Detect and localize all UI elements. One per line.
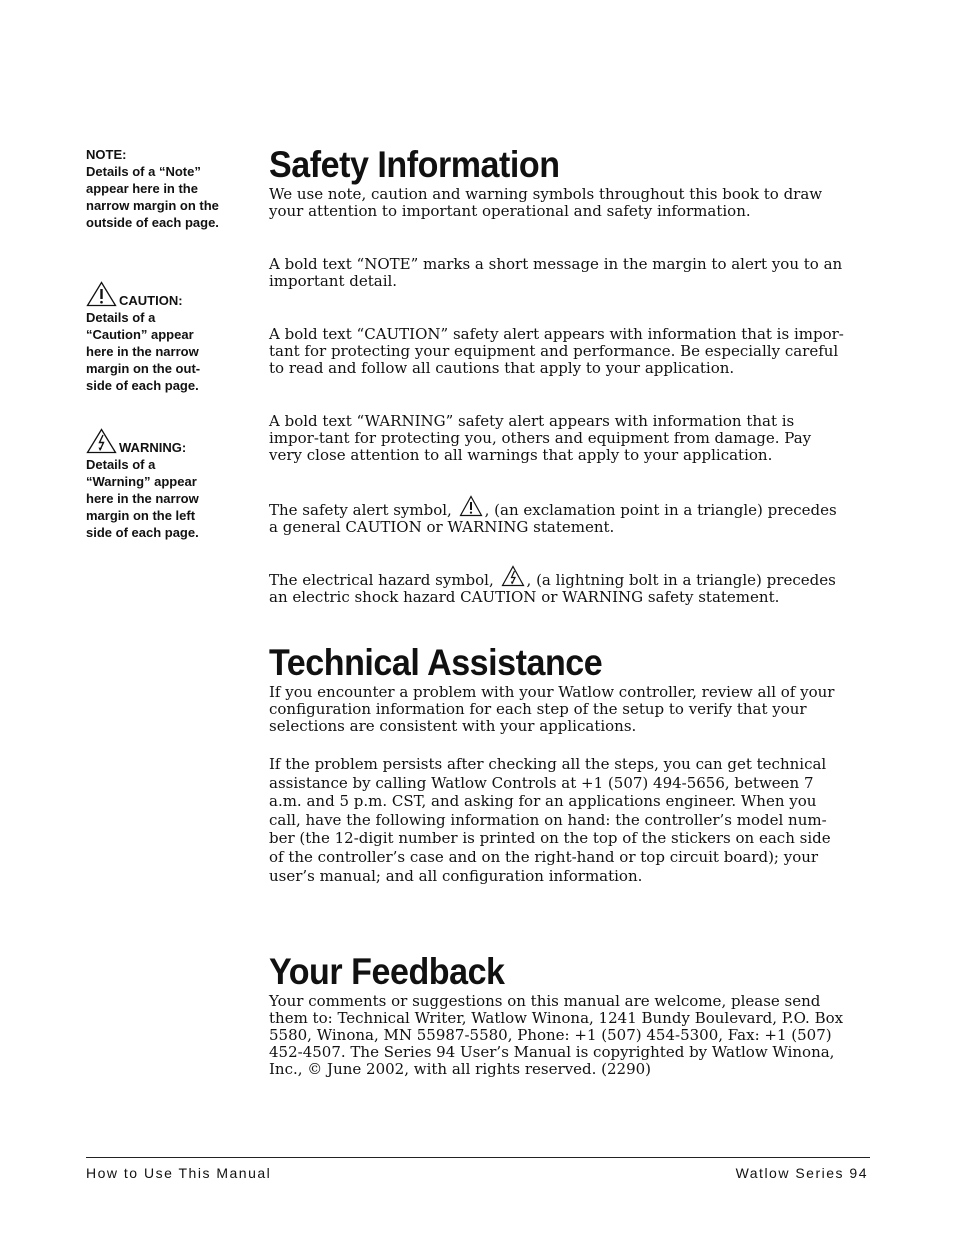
lightning-triangle-icon <box>501 565 525 587</box>
footer-left: How to Use This Manual <box>86 1165 272 1181</box>
technical-paragraph-2: If the problem persists after checking all the steps, you can get technical assistance by calling Watlow Controls at +1 (507) 494-5656, between 7 a.m. and 5 p.m. CST, and asking for an applications engineer. When you call, have the following information on hand: the controller’s model num-ber (the 12-digit number is printed on the top of the stickers on each side of the controller’s case and on the right-hand or top circuit board); your user’s manual; and all configuration information. <box>269 755 831 885</box>
technical-heading: Technical Assistance <box>269 642 603 683</box>
caution-label: CAUTION: <box>119 293 183 308</box>
electrical-symbol-text-after: , (a lightning bolt in a triangle) precedes an electric shock hazard CAUTION or WARNING safety statement. <box>269 571 836 606</box>
safety-heading: Safety Information <box>269 144 560 185</box>
caution-text: Details of a “Caution” appear here in the narrow margin on the out-side of each page. <box>86 310 201 393</box>
safety-symbol-text-before: The safety alert symbol, <box>269 501 452 519</box>
warning-text: Details of a “Warning” appear here in the narrow margin on the left side of each page. <box>86 457 199 540</box>
safety-paragraph-2: A bold text “NOTE” marks a short message in the margin to alert you to an important detail. <box>269 255 843 290</box>
margin-warning <box>86 428 220 541</box>
footer-right: Watlow Series 94 <box>735 1165 868 1181</box>
safety-paragraph-1: We use note, caution and warning symbols throughout this book to draw your attention to important operational and safety information. <box>269 185 823 220</box>
safety-paragraph-3: A bold text “CAUTION” safety alert appears with information that is impor-tant for protecting your equipment and performance. Be especially careful to read and follow all cautions that apply to your application. <box>269 325 844 377</box>
note-label: NOTE: <box>86 147 127 162</box>
margin-note <box>86 146 220 231</box>
safety-paragraph-4: A bold text “WARNING” safety alert appears with information that is impor-tant for protecting you, others and equipment from damage. Pay very close attention to all warnings that apply to your application. <box>269 412 812 464</box>
feedback-heading: Your Feedback <box>269 951 505 992</box>
electrical-symbol-text-before: The electrical hazard symbol, <box>269 571 494 589</box>
exclamation-triangle-icon <box>459 495 483 517</box>
safety-paragraph-6 <box>269 565 844 606</box>
safety-paragraph-5 <box>269 495 844 536</box>
feedback-paragraph: Your comments or suggestions on this manual are welcome, please send them to: Technical Writer, Watlow Winona, 1241 Bundy Boulevard, P.O. Box 5580, Winona, MN 55987-5580, Phone: +1 (507) 454-5300, Fax: +1 (507) 452-4507. The Series 94 User’s Manual is copyrighted by Watlow Winona, Inc., © June 2002, with all rights reserved. (2290) <box>269 992 844 1078</box>
technical-paragraph-1: If you encounter a problem with your Watlow controller, review all of your configuration information for each step of the setup to verify that your selections are consistent with your applications. <box>269 683 835 735</box>
warning-label: WARNING: <box>119 440 187 455</box>
footer-divider <box>86 1157 870 1158</box>
exclamation-triangle-icon <box>86 281 117 307</box>
margin-caution <box>86 281 220 394</box>
safety-symbol-text-after: , (an exclamation point in a triangle) precedes a general CAUTION or WARNING statement. <box>269 501 837 536</box>
lightning-triangle-icon <box>86 428 117 454</box>
note-text: Details of a “Note” appear here in the narrow margin on the outside of each page. <box>86 164 219 230</box>
